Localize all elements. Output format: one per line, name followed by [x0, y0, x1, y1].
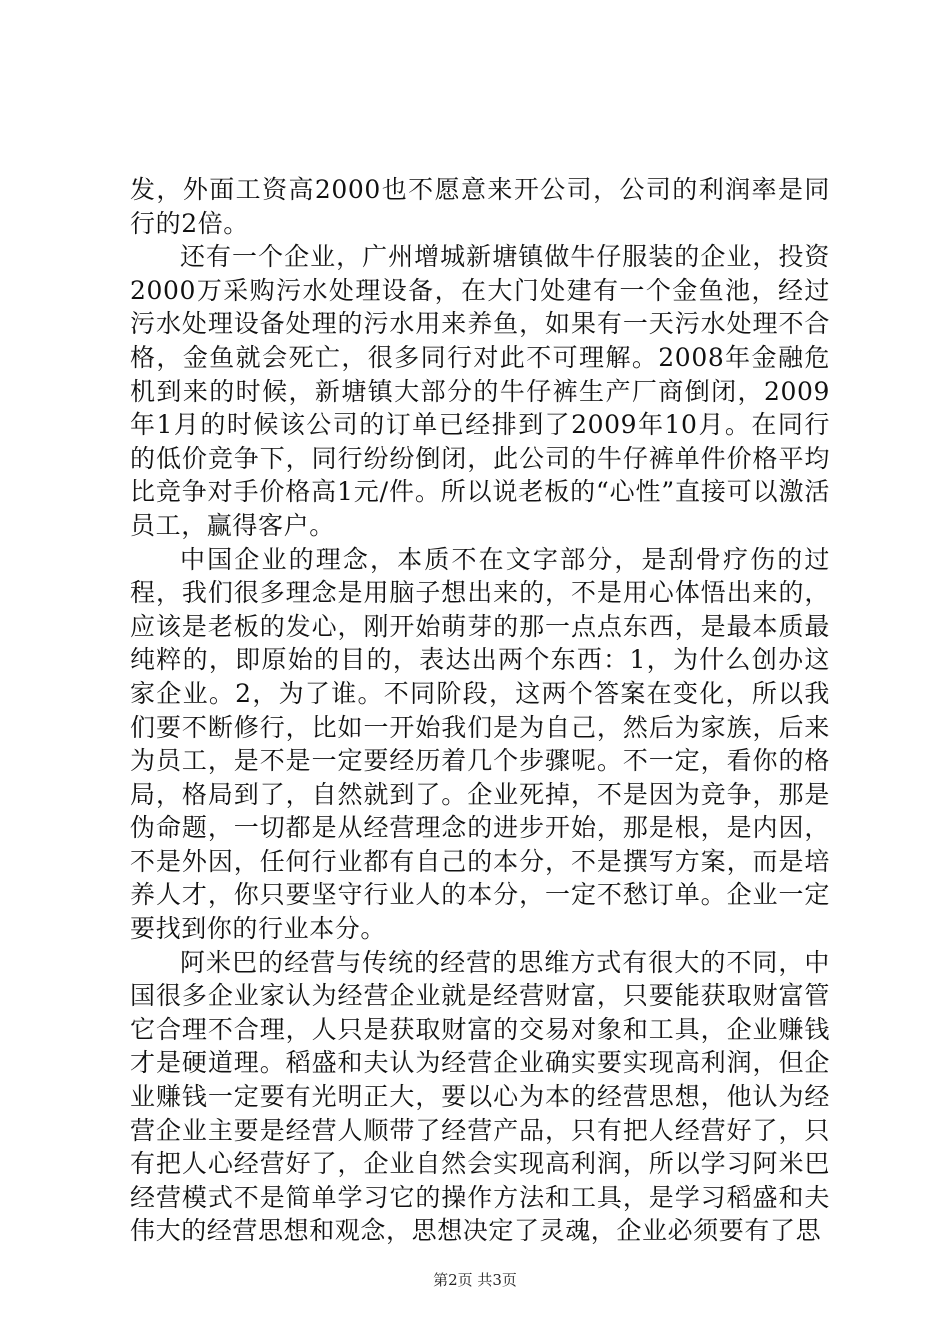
paragraph-1: 发，外面工资高2000也不愿意来开公司，公司的利润率是同行的2倍。 — [130, 175, 830, 238]
paragraph-3: 中国企业的理念，本质不在文字部分，是刮骨疗伤的过程，我们很多理念是用脑子想出来的，不是用心体悟出来的，应该是老板的发心，刚开始萌芽的那一点点东西，是最本质最纯粹的，即原始的目的，表达出两个东西：1，为什么创办这家企业。2，为了谁。不同阶段，这两个答案在变化，所以我们要不断修行，比如一开始我们是为自己，然后为家族，后来为员工，是不是一定要经历着几个步骤呢。不一定，看你的格局，格局到了，自然就到了。企业死掉，不是因为竞争，那是伪命题，一切都是从经营理念的进步开始，那是根，是内因，不是外因，任何行业都有自己的本分，不是撰写方案，而是培养人才，你只要坚守行业人的本分，一定不愁订单。企业一定要找到你的行业本分。 — [130, 544, 830, 944]
paragraph-4: 阿米巴的经营与传统的经营的思维方式有很大的不同，中国很多企业家认为经营企业就是经营财富，只要能获取财富管它合理不合理，人只是获取财富的交易对象和工具，企业赚钱才是硬道理。稻盛和夫认为经营企业确实要实现高利润，但企业赚钱一定要有光明正大，要以心为本的经营思想，他认为经营企业主要是经营人顺带了经营产品，只有把人经营好了，只有把人心经营好了，企业自然会实现高利润，所以学习阿米巴经营模式不是简单学习它的操作方法和工具，是学习稻盛和夫伟大的经营思想和观念，思想决定了灵魂，企业必须要有了思 — [130, 947, 830, 1246]
page-number-footer: 第2页 共3页 — [433, 1271, 517, 1289]
paragraph-2: 还有一个企业，广州增城新塘镇做牛仔服装的企业，投资2000万采购污水处理设备，在大门处建有一个金鱼池，经过污水处理设备处理的污水用来养鱼，如果有一天污水处理不合格，金鱼就会死亡，很多同行对此不可理解。2008年金融危机到来的时候，新塘镇大部分的牛仔裤生产厂商倒闭，2009年1月的时候该公司的订单已经排到了2009年10月。在同行的低价竞争下，同行纷纷倒闭，此公司的牛仔裤单件价格平均比竞争对手价格高1元/件。所以说老板的“心性”直接可以激活员工，赢得客户。 — [130, 242, 830, 540]
document-body — [130, 173, 830, 1248]
